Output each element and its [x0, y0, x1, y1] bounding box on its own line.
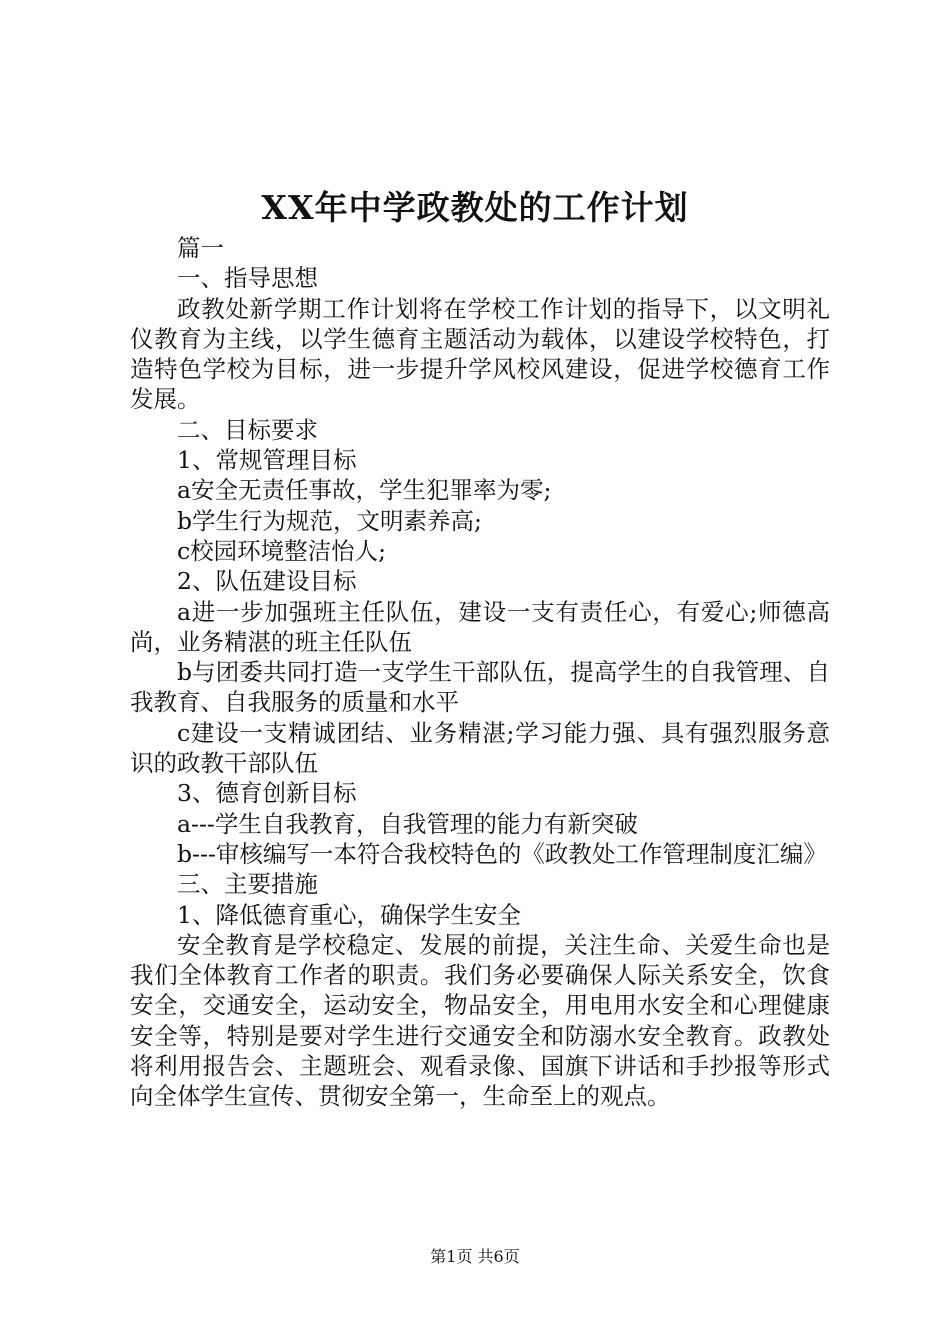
list-item: b与团委共同打造一支学生干部队伍，提高学生的自我管理、自我教育、自我服务的质量和水平 [130, 658, 830, 717]
subheading: 3、德育创新目标 [177, 779, 357, 808]
heading-guiding-ideology: 一、指导思想 [177, 264, 318, 293]
document-title: XX年中学政教处的工作计划 [261, 188, 689, 227]
list-item: c建设一支精诚团结、业务精湛;学习能力强、具有强烈服务意识的政教干部队伍 [130, 718, 830, 778]
document-body [130, 233, 830, 1112]
heading-measures: 三、主要措施 [177, 870, 318, 899]
list-item: a进一步加强班主任队伍，建设一支有责任心，有爱心;师德高尚，业务精湛的班主任队伍 [130, 597, 830, 656]
list-item: b---审核编写一本符合我校特色的《政教处工作管理制度汇编》 [177, 839, 827, 868]
heading-goals: 二、目标要求 [177, 415, 318, 444]
subheading: 1、降低德育重心，确保学生安全 [177, 900, 521, 929]
subheading: 1、常规管理目标 [177, 446, 357, 475]
subheading: 2、队伍建设目标 [177, 567, 357, 596]
list-item: b学生行为规范，文明素养高; [177, 506, 482, 535]
section-label: 篇一 [177, 234, 224, 262]
list-item: c校园环境整洁怡人; [177, 536, 387, 565]
page-footer: 第1页 共6页 [430, 1247, 520, 1266]
paragraph: 政教处新学期工作计划将在学校工作计划的指导下，以文明礼仪教育为主线，以学生德育主题活动为载体，以建设学校特色，打造特色学校为目标，进一步提升学风校风建设，促进学校德育工作发展。 [130, 294, 830, 414]
paragraph: 安全教育是学校稳定、发展的前提，关注生命、关爱生命也是我们全体教育工作者的职责。我们务必要确保人际关系安全，饮食安全，交通安全，运动安全，物品安全，用电用水安全和心理健康安全等，特别是要对学生进行交通安全和防溺水安全教育。政教处将利用报告会、主题班会、观看录像、国旗下讲话和手抄报等形式向全体学生宣传、贯彻安全第一，生命至上的观点。 [130, 930, 830, 1111]
list-item: a安全无责任事故，学生犯罪率为零; [177, 476, 552, 505]
list-item: a---学生自我教育，自我管理的能力有新突破 [177, 809, 638, 838]
